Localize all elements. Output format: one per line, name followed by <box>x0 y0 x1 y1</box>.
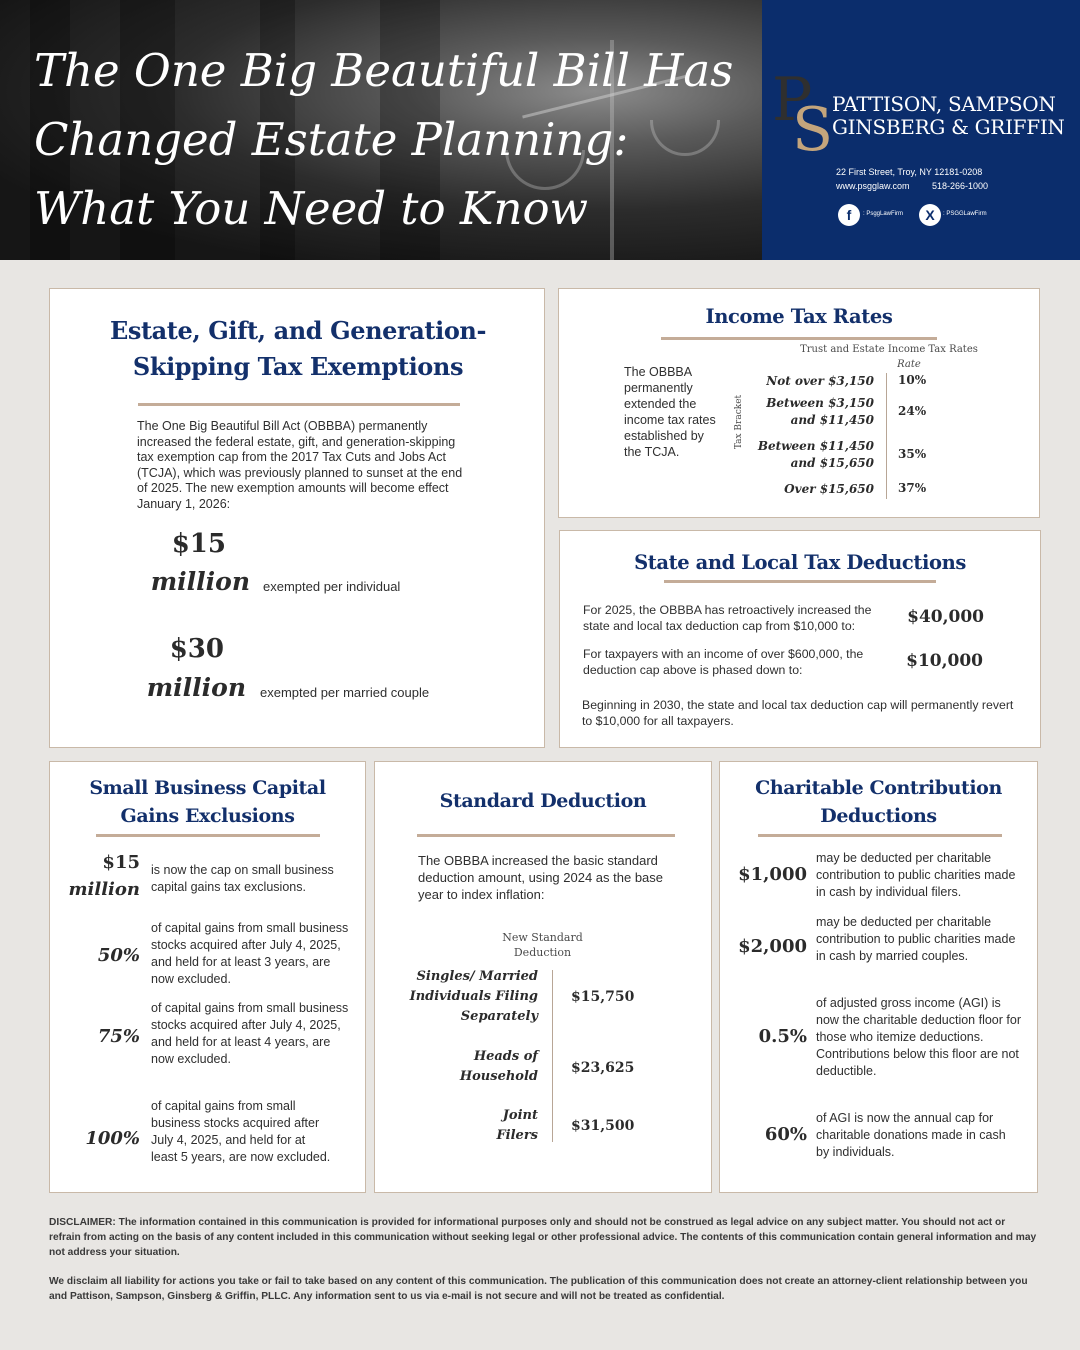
divider <box>138 403 460 406</box>
salt-row2-value: $10,000 <box>906 651 983 671</box>
estate-body: The One Big Beautiful Bill Act (OBBBA) permanently increased the federal estate, gift, and generation-skipping tax exemption cap from the 2017 Tax Cuts and Jobs Act (TCJA), which was previously planned to sunset at the end of 2025. The new exemption amounts will become effect January 1, 2026: <box>137 419 463 511</box>
standard-deduction-card <box>374 761 712 1193</box>
firm-address: 22 First Street, Troy, NY 12181-0208 <box>836 167 983 177</box>
smallbiz-amount: $15 <box>102 852 140 873</box>
smallbiz-amount-unit: million <box>68 879 140 900</box>
amount-couple-unit: million <box>146 673 246 702</box>
estate-heading: Estate, Gift, and Generation-Skipping Tax Exemptions <box>109 316 487 381</box>
divider <box>758 834 1002 837</box>
joint-value: $31,500 <box>571 1118 635 1134</box>
hoh-value: $23,625 <box>571 1060 635 1076</box>
disclaimer-p1: DISCLAIMER: The information contained in this communication is provided for informational purposes only and should not be construed as legal advice on any subject matter. You should not act or refrain from acting on the basis of any content included in this communication without seeking legal or other professional advice. The contents of this communication contain general information and may not address your situation. <box>49 1217 1037 1258</box>
charity-item3-text: of adjusted gross income (AGI) is now the charitable deduction floor for those who itemize deductions. Contributions below this floor are not deductible. <box>816 996 1021 1078</box>
firm-name-line1: PATTISON, SAMPSON <box>832 92 1056 116</box>
salt-card <box>559 530 1041 748</box>
smallbiz-heading: Small Business Capital Gains Exclusions <box>89 777 326 827</box>
firm-name-line2: GINSBERG & GRIFFIN <box>832 115 1065 139</box>
amount-individual-label: exempted per individual <box>263 579 401 594</box>
smallbiz-item3-text: of capital gains from small business stocks acquired after July 4, 2025, and held for at least 4 years, are now excluded. <box>151 1001 349 1066</box>
salt-footer: Beginning in 2030, the state and local tax deduction cap will permanently revert to $10,000 for all taxpayers. <box>582 698 1014 728</box>
income-heading: Income Tax Rates <box>705 305 893 328</box>
salt-row1-text: For 2025, the OBBBA has retroactively increased the state and local tax deduction cap from $10,000 to: <box>583 603 872 633</box>
income-body: The OBBBA permanently extended the income tax rates established by the TCJA. <box>624 365 716 459</box>
firm-logo-icon: P S <box>772 65 834 165</box>
x-icon[interactable]: X <box>919 204 941 226</box>
standard-body: The OBBBA increased the basic standard deduction amount, using 2024 as the base year to index inflation: <box>418 853 664 902</box>
salt-heading: State and Local Tax Deductions <box>634 551 966 574</box>
bracket-4: Over $15,650 <box>784 482 874 496</box>
rate-1: 10% <box>898 373 927 387</box>
facebook-handle[interactable]: : PsggLawFirm <box>863 211 904 217</box>
income-table-title: Trust and Estate Income Tax Rates <box>800 344 978 355</box>
amount-couple: $30 <box>169 634 224 664</box>
joint-label: Joint Filers <box>496 1108 538 1143</box>
hero-banner <box>0 0 762 260</box>
singles-value: $15,750 <box>571 989 635 1005</box>
charity-heading: Charitable Contribution Deductions <box>755 777 1002 827</box>
charity-item2-text: may be deducted per charitable contribution to public charities made in cash by married couples. <box>816 915 1016 963</box>
smallbiz-item4-value: 100% <box>85 1128 140 1149</box>
divider <box>664 580 936 583</box>
charity-item4-text: of AGI is now the annual cap for charitable donations made in cash by individuals. <box>816 1111 1006 1159</box>
bracket-3: Between $11,450 and $15,650 <box>757 439 874 470</box>
charitable-card <box>719 761 1038 1193</box>
firm-phone[interactable]: 518-266-1000 <box>932 181 989 191</box>
x-handle[interactable]: : PSGGLawFirm <box>943 211 987 217</box>
salt-row2-text: For taxpayers with an income of over $600,000, the deduction cap above is phased down to: <box>583 647 864 677</box>
bracket-2: Between $3,150 and $11,450 <box>766 396 874 427</box>
facebook-icon[interactable]: f <box>838 204 860 226</box>
firm-brand-panel <box>762 0 1080 260</box>
axis-label: Tax Bracket <box>734 394 744 450</box>
divider <box>96 834 320 837</box>
smallbiz-item2-text: of capital gains from small business stocks acquired after July 4, 2025, and held for at least 3 years, are now excluded. <box>151 921 349 986</box>
charity-item1-text: may be deducted per charitable contribution to public charities made in cash by individual filers. <box>816 851 1016 899</box>
rate-3: 35% <box>898 447 927 461</box>
bracket-1: Not over $3,150 <box>766 374 874 388</box>
amount-individual: $15 <box>171 529 226 559</box>
table-divider <box>552 970 553 1142</box>
smallbiz-item3-value: 75% <box>97 1026 140 1047</box>
disclaimer <box>49 1215 1039 1318</box>
smallbiz-item2-value: 50% <box>97 945 140 966</box>
divider <box>417 834 675 837</box>
rate-2: 24% <box>898 404 927 418</box>
smallbiz-item1-text: is now the cap on small business capital gains tax exclusions. <box>151 863 334 894</box>
charity-item3-value: 0.5% <box>758 1026 807 1047</box>
amount-individual-unit: million <box>150 567 250 596</box>
rate-header: Rate <box>897 359 921 370</box>
income-tax-card <box>558 288 1040 518</box>
divider <box>661 337 937 340</box>
table-divider <box>886 373 887 499</box>
standard-caption: New Standard Deduction <box>502 931 583 959</box>
salt-row1-value: $40,000 <box>907 607 984 627</box>
charity-item1-value: $1,000 <box>738 864 807 885</box>
rate-4: 37% <box>898 481 927 495</box>
page-title: The One Big Beautiful Bill Has Changed Estate Planning: What You Need to Know <box>34 44 734 235</box>
small-business-card <box>49 761 366 1193</box>
estate-exemptions-card <box>49 288 545 748</box>
disclaimer-p2: We disclaim all liability for actions you take or fail to take based on any content of this communication. The publication of this communication does not create an attorney-client relationship between you and Pattison, Sampson, Ginsberg & Griffin, PLLC. Any information sent to us via e-mail is not secure and will not be treated as confidential. <box>49 1276 1028 1302</box>
amount-couple-label: exempted per married couple <box>260 685 430 700</box>
charity-item2-value: $2,000 <box>738 936 807 957</box>
singles-label: Singles/ Married Individuals Filing Separately <box>409 969 538 1024</box>
standard-heading: Standard Deduction <box>439 790 647 812</box>
smallbiz-item4-text: of capital gains from small business stocks acquired after July 4, 2025, and held for at least 5 years, are now excluded. <box>151 1099 331 1164</box>
hoh-label: Heads of Household <box>459 1049 538 1084</box>
charity-item4-value: 60% <box>764 1124 807 1145</box>
firm-website-link[interactable]: www.psgglaw.com <box>836 181 910 191</box>
